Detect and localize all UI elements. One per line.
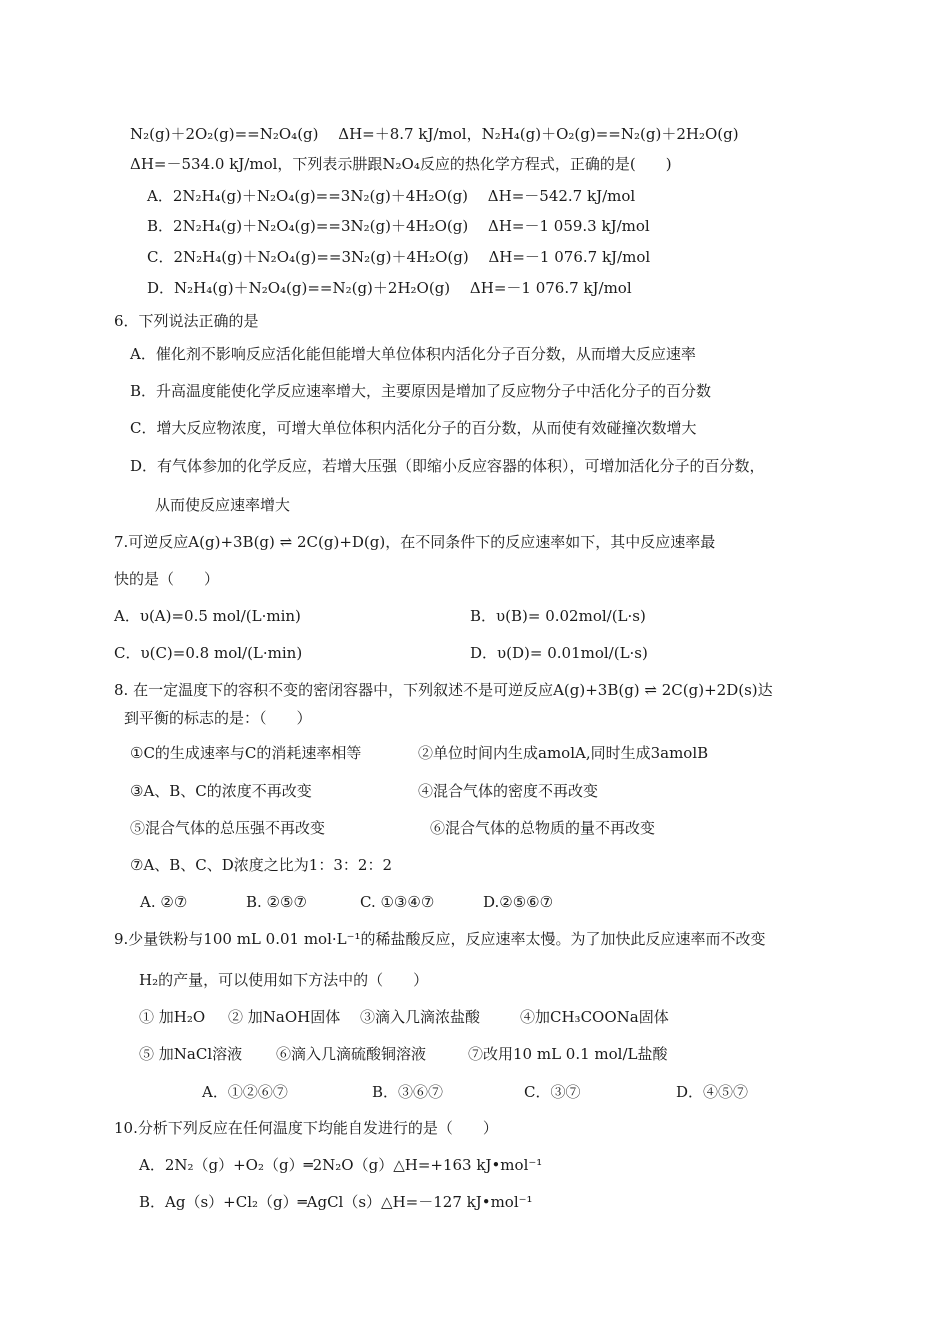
q5-option-a: A．2N₂H₄(g)＋N₂O₄(g)==3N₂(g)＋4H₂O(g) ΔH=－542.7 kJ/mol (147, 187, 636, 205)
q7-stem-line1: 7.可逆反应A(g)+3B(g) ⇌ 2C(g)+D(g)，在不同条件下的反应速率如下，其中反应速率最 (114, 533, 716, 551)
q9-method-7: ⑦改用10 mL 0.1 mol/L盐酸 (468, 1045, 668, 1063)
q5-line2: ΔH=－534.0 kJ/mol，下列表示肼跟N₂O₄反应的热化学方程式，正确的是( ) (130, 155, 672, 173)
q9-option-c: C．③⑦ (524, 1083, 581, 1101)
q6-option-c: C．增大反应物浓度，可增大单位体积内活化分子的百分数，从而使有效碰撞次数增大 (130, 419, 697, 437)
q8-statement-7: ⑦A、B、C、D浓度之比为1：3：2：2 (130, 856, 392, 874)
q8-statement-2: ②单位时间内生成amolA,同时生成3amolB (418, 744, 709, 762)
q9-option-b: B．③⑥⑦ (372, 1083, 444, 1101)
q8-statement-3: ③A、B、C的浓度不再改变 (130, 782, 312, 800)
q9-method-1: ① 加H₂O (139, 1008, 206, 1026)
q9-method-4: ④加CH₃COONa固体 (520, 1008, 669, 1026)
q10-option-a: A．2N₂（g）+O₂（g）═2N₂O（g）△H=+163 kJ•mol⁻¹ (139, 1156, 543, 1174)
q7-option-a: A．υ(A)=0.5 mol/(L·min) (114, 607, 301, 625)
q8-stem-line2: 到平衡的标志的是：（ ） (124, 709, 312, 727)
q6-stem: 6．下列说法正确的是 (114, 312, 259, 330)
q10-option-b: B．Ag（s）+Cl₂（g）═AgCl（s）△H=－127 kJ•mol⁻¹ (139, 1193, 533, 1211)
q5-option-b: B．2N₂H₄(g)＋N₂O₄(g)==3N₂(g)＋4H₂O(g) ΔH=－1 059.3 kJ/mol (147, 217, 650, 235)
q9-option-a: A．①②⑥⑦ (202, 1083, 288, 1101)
q6-option-b: B．升高温度能使化学反应速率增大，主要原因是增加了反应物分子中活化分子的百分数 (130, 382, 712, 400)
q8-statement-1: ①C的生成速率与C的消耗速率相等 (130, 744, 362, 762)
q5-line1: N₂(g)＋2O₂(g)==N₂O₄(g) ΔH=＋8.7 kJ/mol，N₂H₄(g)＋O₂(g)==N₂(g)＋2H₂O(g) (130, 125, 739, 143)
q8-option-b: B. ②⑤⑦ (246, 893, 307, 911)
q7-option-d: D．υ(D)= 0.01mol/(L·s) (470, 644, 648, 662)
q8-stem-line1: 8. 在一定温度下的容积不变的密闭容器中，下列叙述不是可逆反应A(g)+3B(g) ⇌ 2C(g)+2D(s)达 (114, 681, 773, 699)
q6-option-a: A．催化剂不影响反应活化能但能增大单位体积内活化分子百分数，从而增大反应速率 (130, 345, 696, 363)
q9-stem-line1: 9.少量铁粉与100 mL 0.01 mol·L⁻¹的稀盐酸反应，反应速率太慢。为了加快此反应速率而不改变 (114, 930, 766, 948)
q5-option-c: C．2N₂H₄(g)＋N₂O₄(g)==3N₂(g)＋4H₂O(g) ΔH=－1 076.7 kJ/mol (147, 248, 651, 266)
q7-option-c: C．υ(C)=0.8 mol/(L·min) (114, 644, 303, 662)
q8-option-c: C. ①③④⑦ (360, 893, 435, 911)
q8-statement-6: ⑥混合气体的总物质的量不再改变 (430, 819, 656, 837)
q5-option-d: D．N₂H₄(g)＋N₂O₄(g)==N₂(g)＋2H₂O(g) ΔH=－1 076.7 kJ/mol (147, 279, 632, 297)
q8-statement-5: ⑤混合气体的总压强不再改变 (130, 819, 326, 837)
q9-method-5: ⑤ 加NaCl溶液 (139, 1045, 243, 1063)
q10-stem: 10.分析下列反应在任何温度下均能自发进行的是（ ） (114, 1119, 498, 1137)
q9-option-d: D．④⑤⑦ (676, 1083, 749, 1101)
q9-stem-line2: H₂的产量，可以使用如下方法中的（ ） (139, 971, 429, 989)
q9-method-6: ⑥滴入几滴硫酸铜溶液 (276, 1045, 427, 1063)
q9-method-2: ② 加NaOH固体 (228, 1008, 341, 1026)
q9-method-3: ③滴入几滴浓盐酸 (360, 1008, 481, 1026)
q8-option-a: A. ②⑦ (140, 893, 188, 911)
q8-statement-4: ④混合气体的密度不再改变 (418, 782, 599, 800)
q8-option-d: D.②⑤⑥⑦ (483, 893, 554, 911)
q6-option-d: D．有气体参加的化学反应，若增大压强（即缩小反应容器的体积），可增加活化分子的百分数， (130, 457, 765, 475)
q6-option-d-cont: 从而使反应速率增大 (155, 496, 291, 514)
q7-stem-line2: 快的是（ ） (114, 570, 220, 588)
q7-option-b: B．υ(B)= 0.02mol/(L·s) (470, 607, 646, 625)
